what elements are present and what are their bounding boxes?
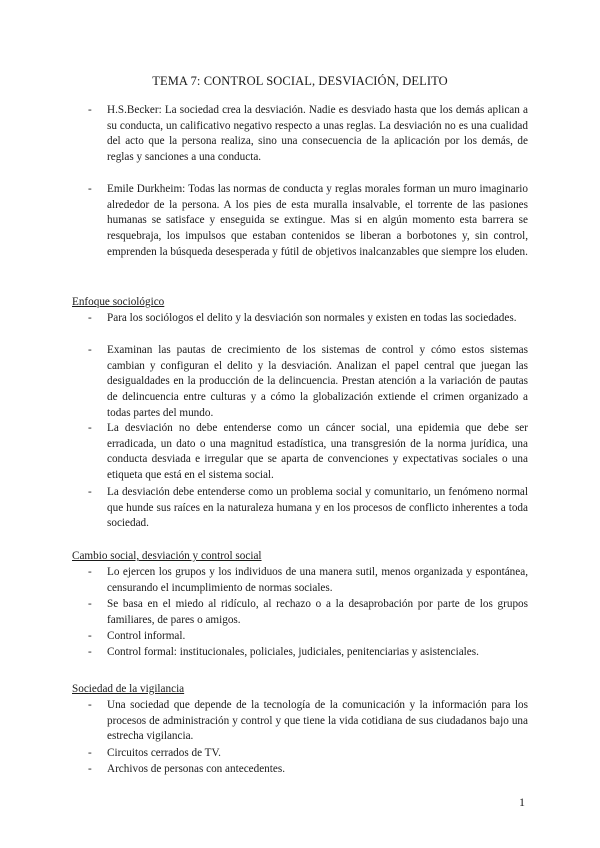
list-item <box>0 343 600 422</box>
section-list <box>0 421 600 484</box>
list-item <box>0 421 600 484</box>
section-list <box>0 645 600 661</box>
list-item <box>0 645 600 661</box>
bullet-dash: - <box>88 566 92 578</box>
section-heading: Enfoque sociológico <box>72 296 165 308</box>
quote-becker: H.S.Becker: La sociedad crea la desviación. Nadie es desviado hasta que los demás aplican a su conducta, un calificativo negativo respecto a unas reglas. La desviación no es una cualidad del acto que la persona realiza, sino una consecuencia de la aplicación por los demás, de reglas y sanciones a una conducta. <box>107 104 528 164</box>
bullet-dash: - <box>88 763 92 775</box>
section-heading: Sociedad de la vigilancia <box>72 683 185 695</box>
bullet-dash: - <box>88 747 92 759</box>
page-title: TEMA 7: CONTROL SOCIAL, DESVIACIÓN, DELITO <box>152 74 448 88</box>
list-item-text: Una sociedad que depende de la tecnología de la comunicación y la información para los procesos de administración y control y que tiene la vida cotidiana de sus ciudadanos bajo una estrecha vigilancia. <box>107 699 528 743</box>
list-item <box>0 762 600 778</box>
section-list <box>0 597 600 628</box>
list-item-text: Circuitos cerrados de TV. <box>107 747 221 759</box>
intro-quote <box>0 103 600 166</box>
list-item-text: Para los sociólogos el delito y la desviación son normales y existen en todas las sociedades. <box>107 312 517 324</box>
list-item <box>0 746 600 762</box>
bullet-dash: - <box>88 422 92 434</box>
bullet-dash: - <box>88 312 92 324</box>
list-item <box>0 103 600 166</box>
section-list <box>0 629 600 645</box>
section-list <box>0 485 600 532</box>
list-item <box>0 565 600 596</box>
bullet-dash: - <box>88 486 92 498</box>
intro-quote <box>0 182 600 261</box>
list-item-text: La desviación debe entenderse como un problema social y comunitario, un fenómeno normal que hunde sus raíces en la naturaleza humana y en los procesos de conflicto inherentes a toda sociedad. <box>107 486 528 530</box>
section-list <box>0 343 600 422</box>
quote-durkheim: Emile Durkheim: Todas las normas de conducta y reglas morales forman un muro imaginario alrededor de la persona. A los pies de esta muralla insalvable, el torrente de las pasiones humanas se satisface y enseguida se extingue. Mas si en algún momento esta barrera se resquebraja, los impulsos que estaban contenidos se liberan a borbotones y, sin control, emprenden la búsqueda desesperada y fútil de objetivos inalcanzables que siempre los eluden. <box>107 183 528 258</box>
section-list <box>0 746 600 762</box>
section-list <box>0 565 600 596</box>
bullet-dash: - <box>88 598 92 610</box>
list-item <box>0 698 600 745</box>
section-heading: Cambio social, desviación y control social <box>72 550 262 562</box>
list-item <box>0 311 600 327</box>
section-list <box>0 311 600 327</box>
bullet-dash: - <box>88 646 92 658</box>
list-item-text: Se basa en el miedo al ridículo, al rechazo o a la desaprobación por parte de los grupos familiares, de pares o amigos. <box>107 598 528 626</box>
list-item <box>0 597 600 628</box>
list-item-text: Archivos de personas con antecedentes. <box>107 763 286 775</box>
bullet-dash: - <box>88 183 92 195</box>
list-item <box>0 485 600 532</box>
list-item-text: Examinan las pautas de crecimiento de los sistemas de control y cómo estos sistemas cambian y configuran el delito y la desviación. Analizan el papel central que juegan las desigualdades en la producción de la delincuencia. Prestan atención a la variación de pautas de delincuencia entre culturas y a cómo la globalización extiende el crimen organizado a todas partes del mundo. <box>107 344 528 419</box>
bullet-dash: - <box>88 630 92 642</box>
section-list <box>0 762 600 778</box>
bullet-dash: - <box>88 344 92 356</box>
bullet-dash: - <box>88 104 92 116</box>
list-item <box>0 182 600 261</box>
list-item-text: Control informal. <box>107 630 186 642</box>
section-list <box>0 698 600 745</box>
bullet-dash: - <box>88 699 92 711</box>
list-item-text: La desviación no debe entenderse como un cáncer social, una epidemia que debe ser erradicada, un dato o una magnitud estadística, una transgresión de la norma jurídica, una conducta desviada e irregular que se aparta de convenciones y expectativas sociales o una etiqueta que está en el sistema social. <box>107 422 528 482</box>
list-item-text: Control formal: institucionales, policiales, judiciales, penitenciarias y asistenciales. <box>107 646 479 658</box>
page-number: 1 <box>519 795 525 809</box>
list-item <box>0 629 600 645</box>
list-item-text: Lo ejercen los grupos y los individuos de una manera sutil, menos organizada y espontánea, censurando el incumplimiento de normas sociales. <box>107 566 528 594</box>
